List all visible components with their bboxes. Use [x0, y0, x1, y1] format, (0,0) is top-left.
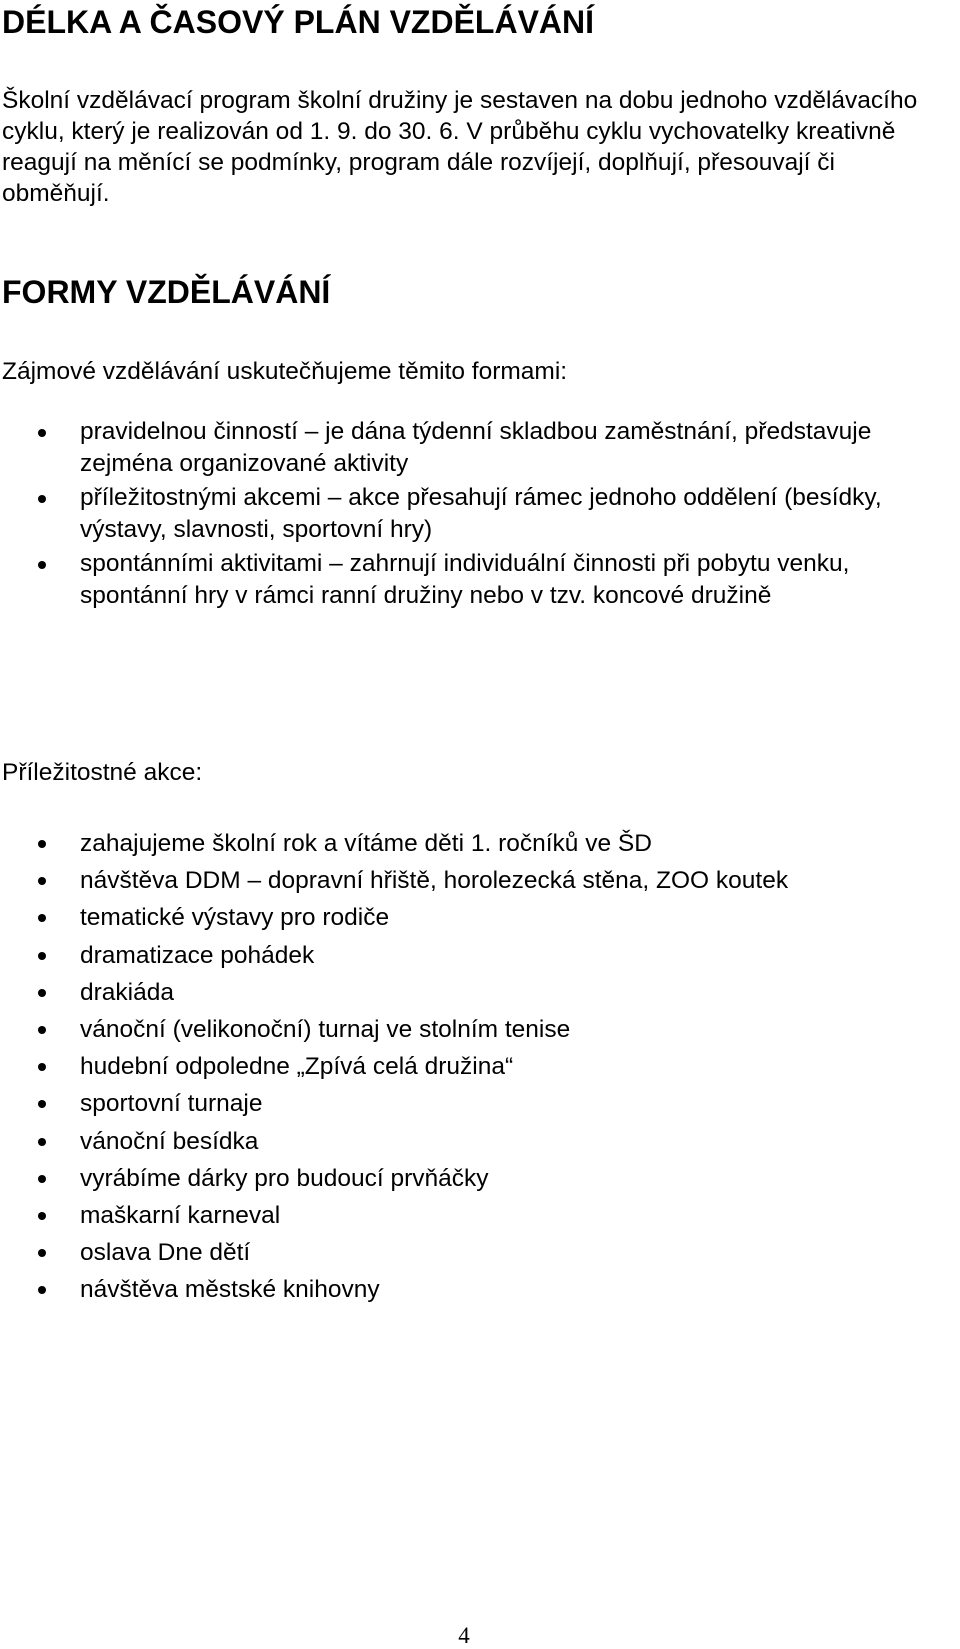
bullet-icon	[38, 840, 46, 848]
list-item-text: vyrábíme dárky pro budoucí prvňáčky	[80, 1164, 489, 1192]
events-heading: Příležitostné akce:	[2, 759, 203, 786]
section-heading-forms: FORMY VZDĚLÁVÁNÍ	[2, 274, 331, 310]
bullet-icon	[38, 1138, 46, 1146]
bullet-icon	[38, 1063, 46, 1071]
list-item-text: dramatizace pohádek	[80, 941, 315, 969]
list-item-text: sportovní turnaje	[80, 1090, 263, 1118]
list-item-text: hudební odpoledne „Zpívá celá družina“	[80, 1053, 514, 1081]
list-item-text: oslava Dne dětí	[80, 1239, 251, 1267]
list-item	[0, 1048, 930, 1085]
list-item	[0, 1271, 930, 1308]
list-item	[0, 1123, 930, 1160]
list-item-text: vánoční besídka	[80, 1127, 259, 1155]
list-item	[0, 1011, 930, 1048]
bullet-icon	[38, 429, 46, 437]
list-item	[0, 548, 950, 612]
bullet-icon	[38, 1175, 46, 1183]
bullet-icon	[38, 877, 46, 885]
bullet-icon	[38, 1212, 46, 1220]
list-item	[0, 825, 930, 862]
bullet-icon	[38, 989, 46, 997]
list-item-text: maškarní karneval	[80, 1202, 281, 1230]
list-item	[0, 1160, 930, 1197]
page-number: 4	[458, 1623, 470, 1648]
bullet-icon	[38, 1026, 46, 1034]
events-list	[0, 825, 930, 1309]
list-item-text: vánoční (velikonoční) turnaj ve stolním tenise	[80, 1016, 571, 1044]
duration-paragraph: Školní vzdělávací program školní družiny je sestaven na dobu jednoho vzdělávacího cyklu, který je realizován od 1. 9. do 30. 6. V průběhu cyklu vychovatelky kreativně reagují na měnící se podmínky, program dále rozvíjejí, doplňují, přesouvají či obměňují.	[2, 87, 918, 207]
list-item-text: návštěva DDM – dopravní hřiště, horolezecká stěna, ZOO koutek	[80, 867, 789, 895]
list-item	[0, 1085, 930, 1122]
forms-intro-text: Zájmové vzdělávání uskutečňujeme těmito formami:	[2, 358, 568, 385]
list-item	[0, 899, 930, 936]
bullet-icon	[38, 1100, 46, 1108]
bullet-icon	[38, 1249, 46, 1257]
bullet-icon	[38, 495, 46, 503]
list-item-text: zahajujeme školní rok a vítáme děti 1. ročníků ve ŠD	[80, 830, 652, 857]
list-item	[0, 416, 950, 480]
list-item	[0, 937, 930, 974]
forms-list	[0, 416, 950, 614]
section-heading-duration: DÉLKA A ČASOVÝ PLÁN VZDĚLÁVÁNÍ	[2, 4, 595, 40]
list-item-text: tematické výstavy pro rodiče	[80, 904, 390, 932]
bullet-icon	[38, 914, 46, 922]
bullet-icon	[38, 952, 46, 960]
list-item	[0, 1197, 930, 1234]
list-item	[0, 974, 930, 1011]
list-item-text: spontánními aktivitami – zahrnují individuální činnosti při pobytu venku, spontánní hry v rámci ranní družiny nebo v tzv. koncové družině	[80, 550, 850, 609]
list-item	[0, 1234, 930, 1271]
list-item-text: příležitostnými akcemi – akce přesahují rámec jednoho oddělení (besídky, výstavy, slavnosti, sportovní hry)	[80, 484, 882, 543]
list-item	[0, 862, 930, 899]
bullet-icon	[38, 1286, 46, 1294]
bullet-icon	[38, 561, 46, 569]
list-item-text: návštěva městské knihovny	[80, 1276, 380, 1304]
list-item-text: pravidelnou činností – je dána týdenní skladbou zaměstnání, představuje zejména organizované aktivity	[80, 418, 872, 477]
list-item-text: drakiáda	[80, 978, 174, 1006]
list-item	[0, 482, 950, 546]
